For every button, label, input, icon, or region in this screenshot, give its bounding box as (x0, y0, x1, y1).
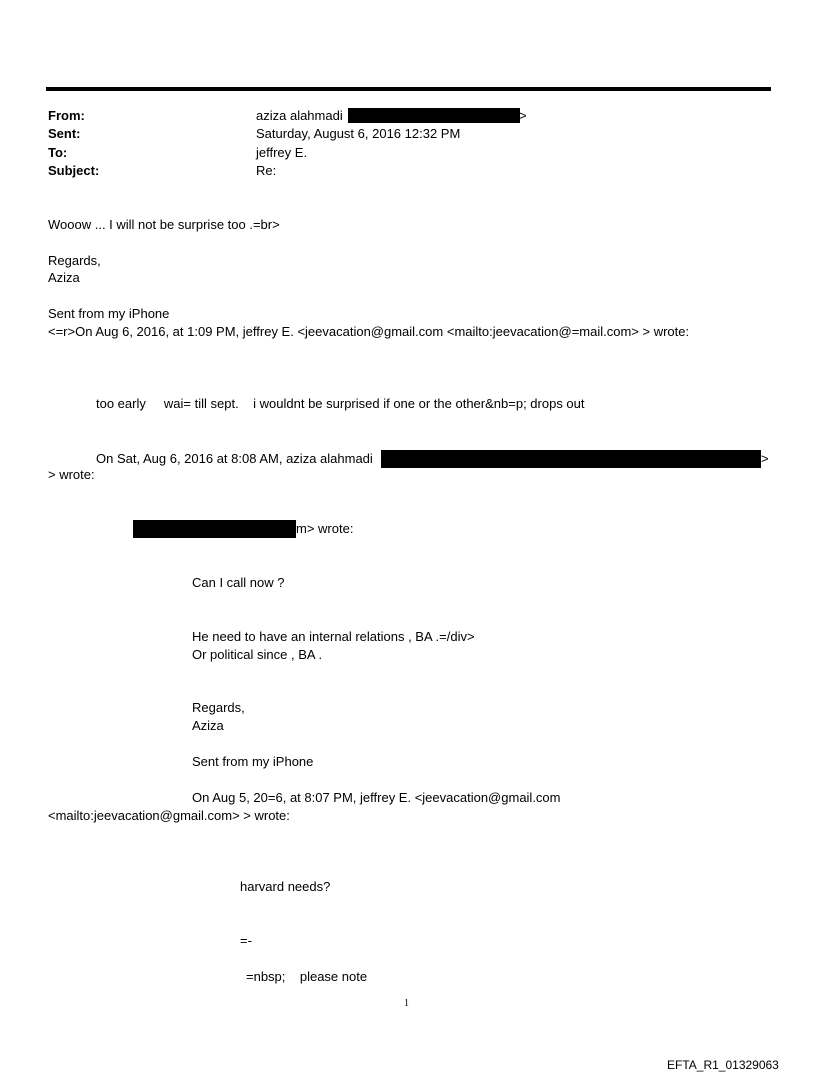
quote-wrote: m> wrote: (296, 521, 354, 536)
document-id: EFTA_R1_01329063 (667, 1058, 779, 1072)
quote-wrote: > wrote: (48, 467, 95, 482)
to-value: jeffrey E. (256, 145, 308, 160)
to-label: To: (48, 145, 68, 160)
signature-name: Aziza (48, 270, 80, 285)
message-text: He need to have an internal relations , BA .=/div> (192, 629, 475, 644)
header-rule (46, 87, 771, 91)
message-text: harvard needs? (240, 879, 331, 894)
sent-from-text: Sent from my iPhone (192, 754, 314, 769)
quote-header-tail: > (761, 451, 769, 466)
subject-value: Re: (256, 163, 277, 178)
message-text: =nbsp; please note (246, 969, 368, 984)
redaction-box (133, 520, 296, 538)
page-number: 1 (404, 998, 409, 1009)
message-text: Or political since , BA . (192, 647, 323, 662)
from-value: aziza alahmadi (256, 108, 343, 123)
quote-text: too early wai= till sept. i wouldnt be surprised if one or the other&nb=p; drops out (96, 396, 585, 411)
quote-header-cont: <mailto:jeevacation@gmail.com> > wrote: (48, 808, 290, 823)
quote-header: On Sat, Aug 6, 2016 at 8:08 AM, aziza alahmadi (96, 451, 373, 466)
from-label: From: (48, 108, 85, 123)
regards-text: Regards, (48, 253, 101, 268)
redaction-box (348, 108, 520, 123)
redaction-box (381, 450, 761, 468)
quote-header: <=r>On Aug 6, 2016, at 1:09 PM, jeffrey E. <jeevacation@gmail.com <mailto:jeevacation@=mail.com> > wrote: (48, 324, 690, 339)
signature-name: Aziza (192, 718, 224, 733)
sent-from-text: Sent from my iPhone (48, 306, 170, 321)
message-text: =- (240, 933, 252, 948)
sent-label: Sent: (48, 126, 81, 141)
message-text: Can I call now ? (192, 575, 285, 590)
subject-label: Subject: (48, 163, 100, 178)
from-tail: > (519, 108, 527, 123)
body-line: Wooow ... I will not be surprise too .=br> (48, 217, 280, 232)
regards-text: Regards, (192, 700, 245, 715)
quote-header: On Aug 5, 20=6, at 8:07 PM, jeffrey E. <jeevacation@gmail.com (192, 790, 561, 805)
sent-value: Saturday, August 6, 2016 12:32 PM (256, 126, 461, 141)
